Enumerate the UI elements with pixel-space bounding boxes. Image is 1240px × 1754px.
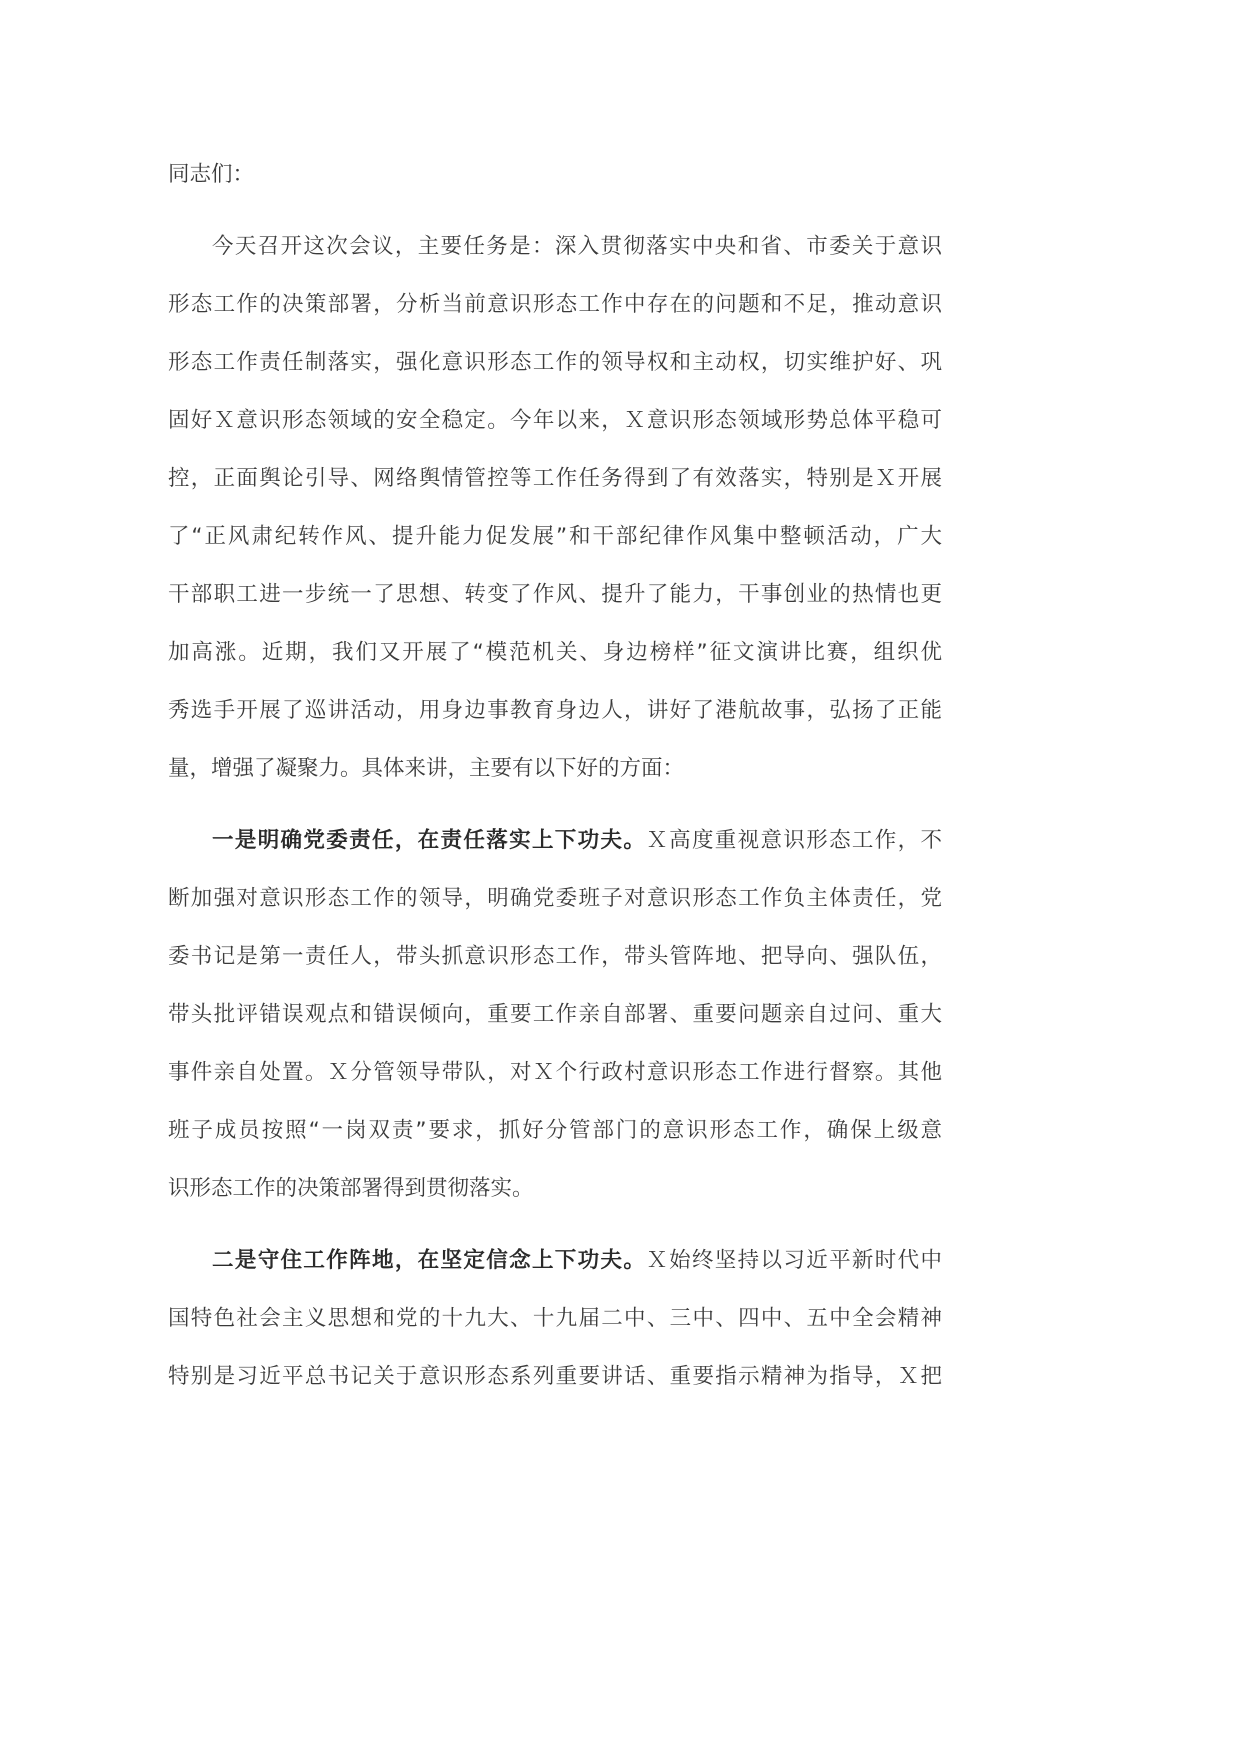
text-line: 委书记是第一责任人，带头抓意识形态工作，带头管阵地、把导向、强队伍， <box>168 944 942 969</box>
text-line: 形态工作的决策部署，分析当前意识形态工作中存在的问题和不足，推动意识 <box>168 292 942 317</box>
text-line: 班子成员按照“一岗双责”要求，抓好分管部门的意识形态工作，确保上级意 <box>168 1118 942 1143</box>
point-text: Ｘ高度重视意识形态工作，不 <box>646 828 942 853</box>
text-line: 加高涨。近期，我们又开展了“模范机关、身边榜样”征文演讲比赛，组织优 <box>168 640 942 665</box>
text-line <box>168 1246 942 1276</box>
text-line: 断加强对意识形态工作的领导，明确党委班子对意识形态工作负主体责任，党 <box>168 886 942 911</box>
text-line: 识形态工作的决策部署得到贯彻落实。 <box>168 1176 534 1201</box>
text-line: 固好Ｘ意识形态领域的安全稳定。今年以来，Ｘ意识形态领域形势总体平稳可 <box>168 408 942 433</box>
text-line: 控，正面舆论引导、网络舆情管控等工作任务得到了有效落实，特别是Ｘ开展 <box>168 466 942 491</box>
text-line: 特别是习近平总书记关于意识形态系列重要讲话、重要指示精神为指导，Ｘ把 <box>168 1364 942 1389</box>
text-line: 秀选手开展了巡讲活动，用身边事教育身边人，讲好了港航故事，弘扬了正能 <box>168 698 942 723</box>
text-line: 量，增强了凝聚力。具体来讲，主要有以下好的方面： <box>168 756 685 781</box>
text-line: 了“正风肃纪转作风、提升能力促发展”和干部纪律作风集中整顿活动，广大 <box>168 524 942 549</box>
text-line: 干部职工进一步统一了思想、转变了作风、提升了能力，干事创业的热情也更 <box>168 582 942 607</box>
text-line: 今天召开这次会议，主要任务是：深入贯彻落实中央和省、市委关于意识 <box>212 234 942 259</box>
text-line: 国特色社会主义思想和党的十九大、十九届二中、三中、四中、五中全会精神 <box>168 1306 942 1331</box>
point-heading: 二是守住工作阵地，在坚定信念上下功夫。 <box>212 1248 647 1273</box>
salutation: 同志们： <box>168 162 255 187</box>
text-line <box>168 826 942 856</box>
text-line: 形态工作责任制落实，强化意识形态工作的领导权和主动权，切实维护好、巩 <box>168 350 942 375</box>
point-text: Ｘ始终坚持以习近平新时代中 <box>646 1248 942 1273</box>
text-line: 带头批评错误观点和错误倾向，重要工作亲自部署、重要问题亲自过问、重大 <box>168 1002 942 1027</box>
text-line: 事件亲自处置。Ｘ分管领导带队，对Ｘ个行政村意识形态工作进行督察。其他 <box>168 1060 942 1085</box>
point-heading: 一是明确党委责任，在责任落实上下功夫。 <box>212 828 647 853</box>
